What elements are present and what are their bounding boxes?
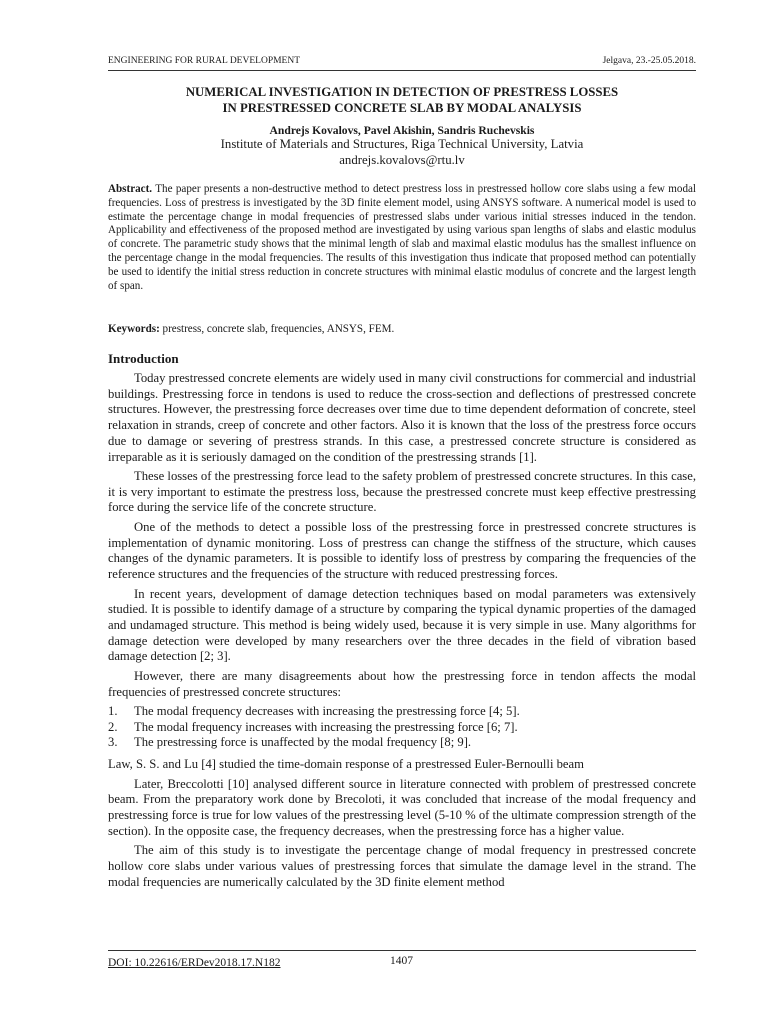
list-number: 3. xyxy=(108,735,118,750)
title-line-2: IN PRESTRESSED CONCRETE SLAB BY MODAL ANALYSIS xyxy=(222,100,582,115)
header-divider xyxy=(108,70,696,71)
paragraph-6: Law, S. S. and Lu [4] studied the time-domain response of a prestressed Euler-Bernoulli beam xyxy=(108,757,584,772)
list-number: 1. xyxy=(108,704,118,719)
doi-link[interactable]: DOI: 10.22616/ERDev2018.17.N182 xyxy=(108,957,281,969)
abstract xyxy=(108,183,696,293)
abstract-label: Abstract. xyxy=(108,183,153,195)
list-item xyxy=(108,704,696,720)
paragraph-5: However, there are many disagreements about how the prestressing force in tendon affects the modal frequencies of prestressed concrete structures: xyxy=(108,668,696,699)
list-number: 2. xyxy=(108,719,118,734)
list-text: The prestressing force is unaffected by the modal frequency [8; 9]. xyxy=(134,735,472,750)
list-item xyxy=(108,735,696,751)
paragraph-1: Today prestressed concrete elements are widely used in many civil constructions for commercial and industrial buildings. Prestressing force in tendons is used to reduce the cross-section and deflections of prestressed concrete structures. However, the prestressing force decreases over time due to time dependent deformation of concrete, steel relaxation in strands, creep of concrete and other factors. Also it is known that the loss of the prestress force occurs due to damage or severing of prestress strands. In this case, a prestressed concrete structure is considered as irreparable as it is seriously damaged on the condition of the prestressing strands [1]. xyxy=(108,371,696,464)
paragraph-2: These losses of the prestressing force lead to the safety problem of prestressed concrete structures. In this case, it is very important to estimate the prestress loss, because the prestressed concrete must keep effective prestressing force during the service life of the concrete structure. xyxy=(108,469,696,515)
list-text: The modal frequency decreases with increasing the prestressing force [4; 5]. xyxy=(134,704,520,719)
page-number: 1407 xyxy=(390,955,413,967)
paragraph-4: In recent years, development of damage detection techniques based on modal parameters was extensively studied. It is possible to identify damage of a structure by comparing the typical dynamic properties of the damaged and undamaged structure. This method is being widely used, because it is very simple in use. Many algorithms for damage detection were developed by many researchers over the three decades in the field of vibration based damage detection [2; 3]. xyxy=(108,586,696,664)
keywords-text: prestress, concrete slab, frequencies, ANSYS, FEM. xyxy=(162,323,395,335)
conference-location-date: Jelgava, 23.-25.05.2018. xyxy=(602,56,696,66)
author-list: Andrejs Kovalovs, Pavel Akishin, Sandris Ruchevskis xyxy=(269,124,535,137)
footer-divider xyxy=(108,950,696,951)
list-text: The modal frequency increases with increasing the prestressing force [6; 7]. xyxy=(134,719,518,734)
abstract-text: The paper presents a non-destructive method to detect prestress loss in prestressed hollow core slabs using a few modal frequencies. Loss of prestress is investigated by the 3D finite element model, using ANSYS software. A numerical model is used to estimate the percentage change in modal frequencies of prestressed slabs under various initial stresses induced in the tendon. Applicability and effectiveness of the proposed method are investigated by using various span lengths of slabs and elastic modulus of concrete. The parametric study shows that the minimal length of slab and maximal elastic modulus has the smallest influence on the percentage change in the modal frequencies. The results of this investigation thus indicate that proposed method can potentially be used to identify the initial stress reduction in concrete structures with minimal elastic modulus of concrete and the largest length of span. xyxy=(108,183,697,292)
paragraph-8: The aim of this study is to investigate the percentage change of modal frequency in prestressed concrete hollow core slabs under various values of prestressing forces that simulate the damage level in the strand. The modal frequencies are numerically calculated by the 3D finite element method xyxy=(108,843,696,889)
paragraph-3: One of the methods to detect a possible loss of the prestressing force in prestressed concrete structures is implementation of dynamic monitoring. Loss of prestress can change the stiffness of the structure, which causes changes of the dynamic parameters. It is possible to identify loss of prestress by comparing the frequencies of the reference structures and the frequencies of the structure with reduced prestressing forces. xyxy=(108,519,696,582)
affiliation: Institute of Materials and Structures, Riga Technical University, Latvia xyxy=(220,137,584,151)
section-heading-introduction: Introduction xyxy=(108,351,179,366)
list-item xyxy=(108,720,696,736)
title-line-1: NUMERICAL INVESTIGATION IN DETECTION OF PRESTRESS LOSSES xyxy=(185,85,619,99)
keywords-label: Keywords: xyxy=(108,323,160,335)
contact-email: andrejs.kovalovs@rtu.lv xyxy=(339,153,465,167)
paragraph-7: Later, Breccolotti [10] analysed different source in literature connected with problem of prestressed concrete beam. From the preparatory work done by Brecoloti, it was concluded that increase of the modal frequency and prestressing force is true for low values of the prestressing level (5-10 % of the ultimate compression strength of the section). In the opposite case, the frequency decreases, when the prestressing force has a higher value. xyxy=(108,776,696,838)
journal-name: ENGINEERING FOR RURAL DEVELOPMENT xyxy=(108,56,301,66)
paper-title xyxy=(108,85,696,116)
numbered-list xyxy=(108,704,696,751)
running-header xyxy=(108,55,696,67)
introduction-body xyxy=(108,371,696,894)
keywords xyxy=(108,323,696,337)
